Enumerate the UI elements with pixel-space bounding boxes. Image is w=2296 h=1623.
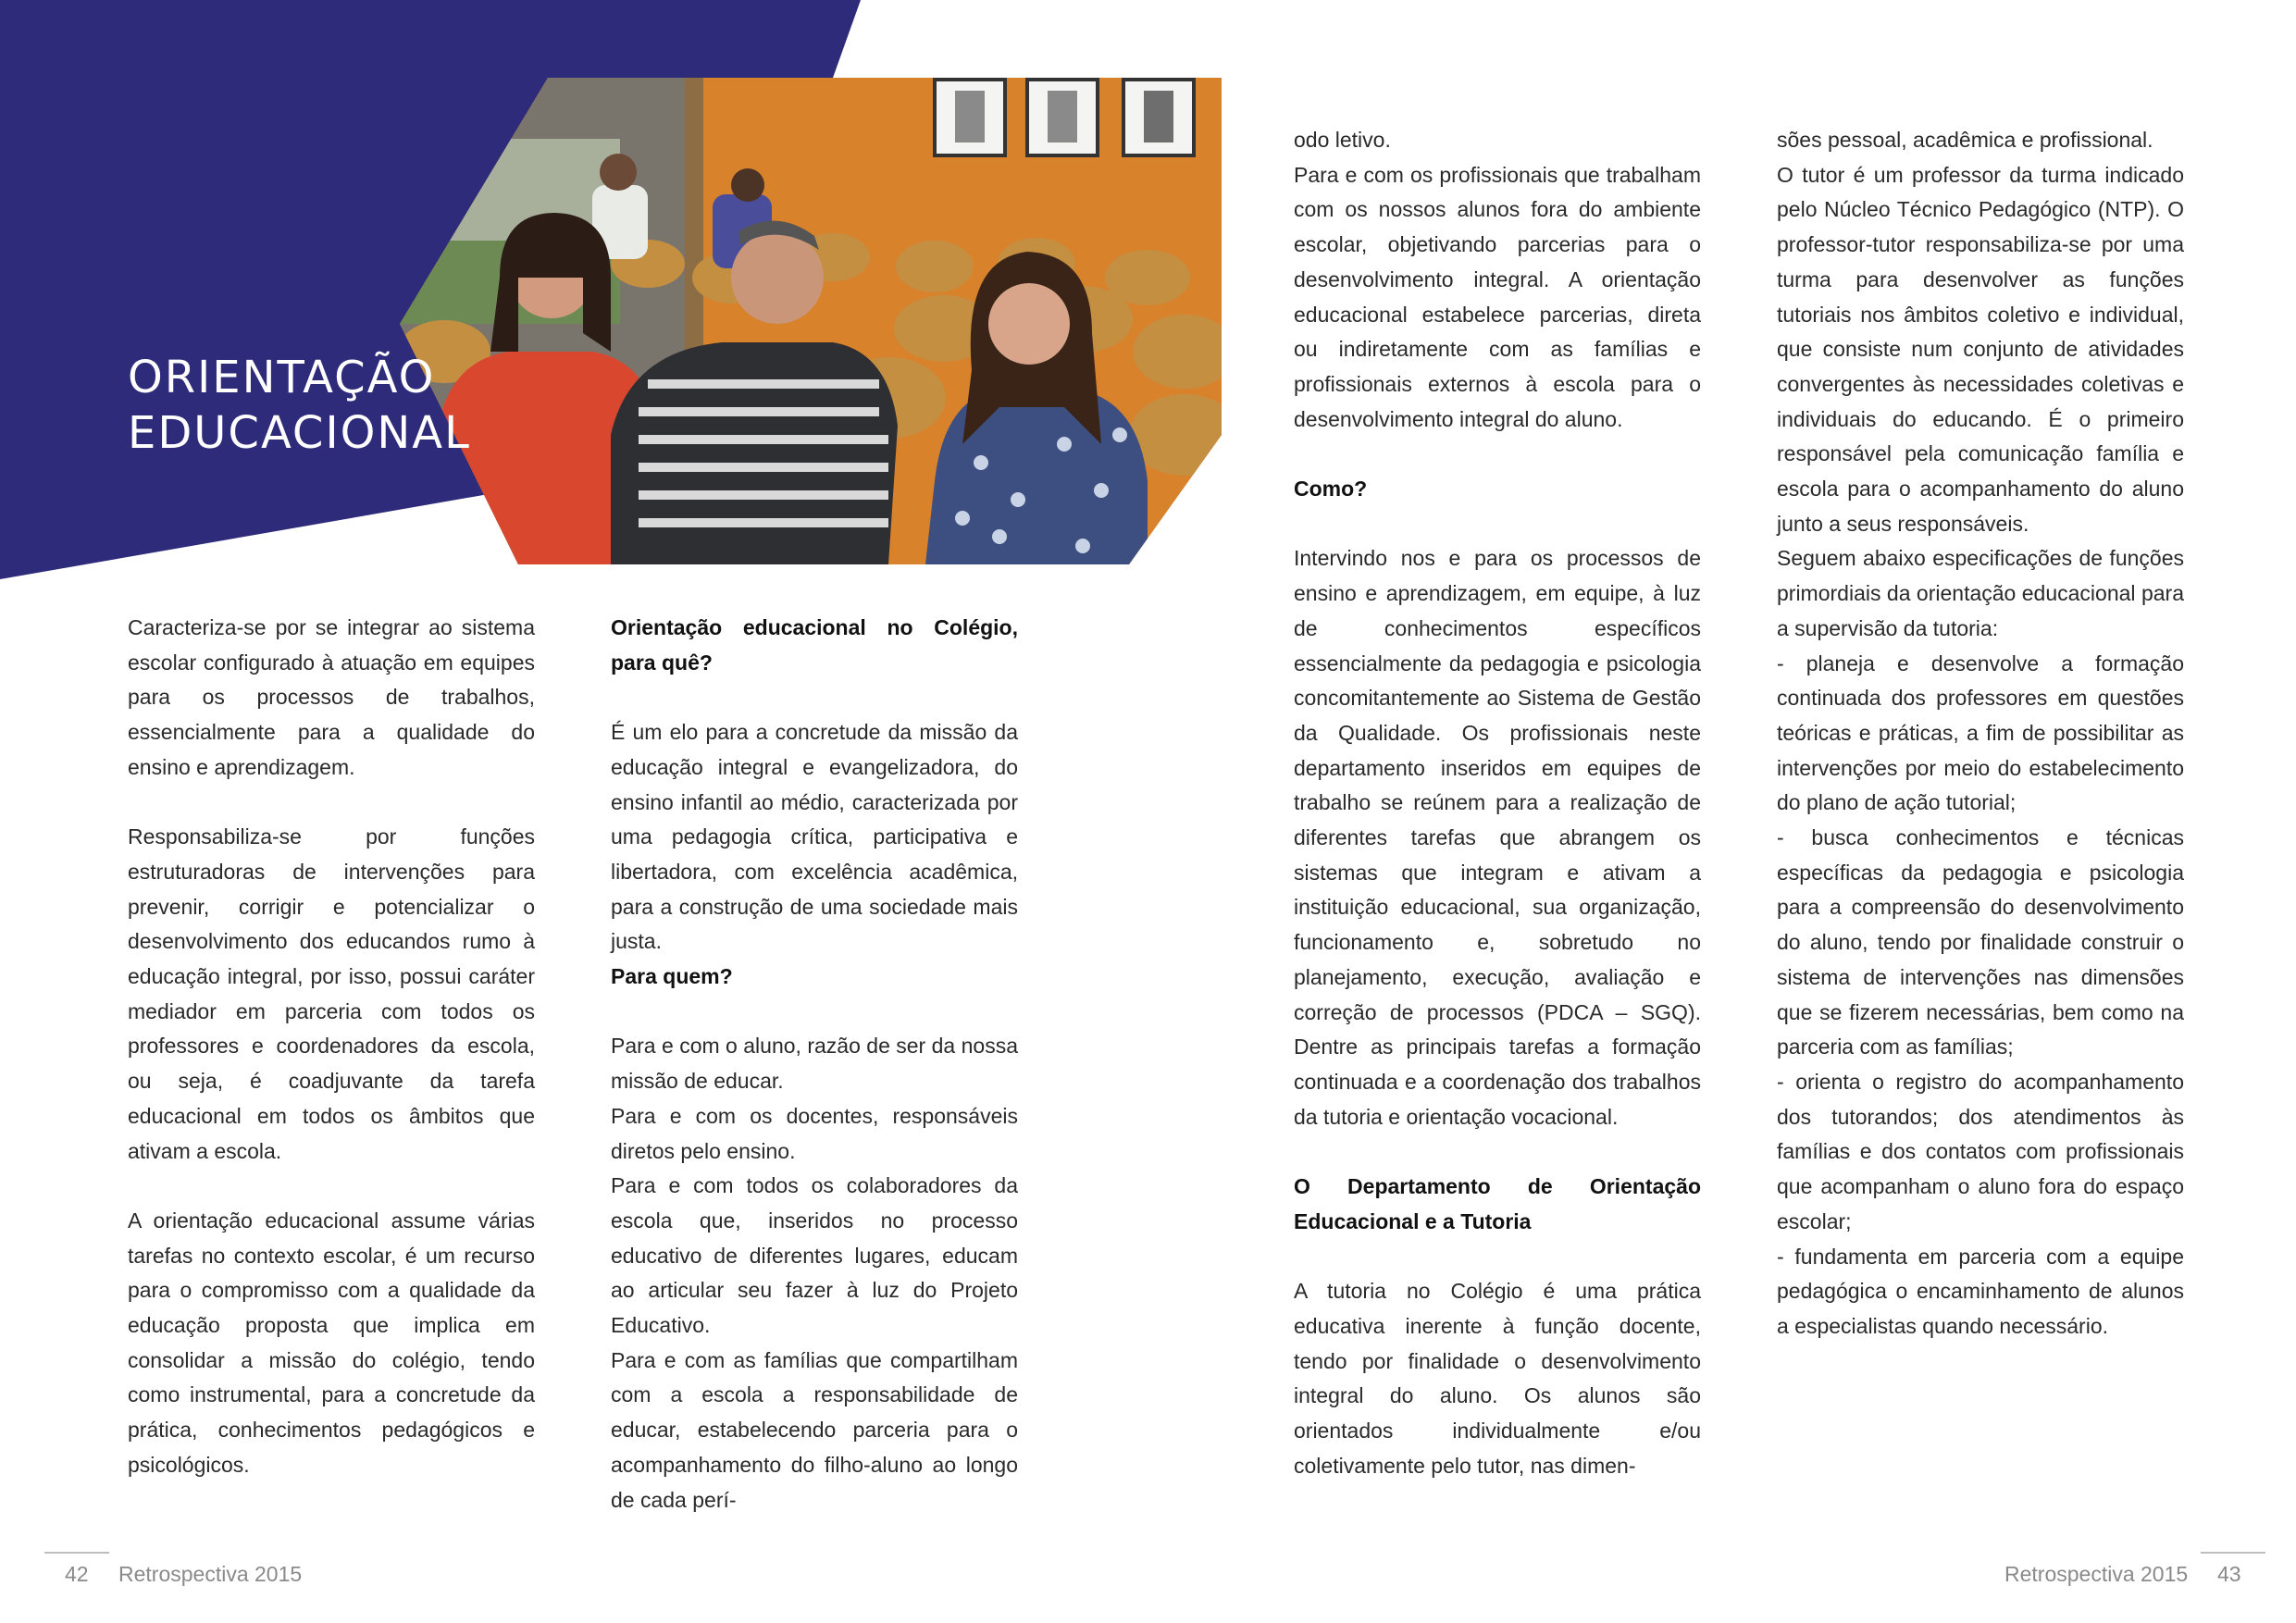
paragraph-gap — [611, 680, 1018, 715]
section-heading: O Departamento de Orientação Educacional e a Tutoria — [1294, 1174, 1701, 1233]
body-paragraph: - orienta o registro do acompanhamento dos tutorandos; dos atendimentos às famílias e dos contatos com profissionais que acompanham o aluno fora do espaço escolar; — [1777, 1069, 2184, 1233]
section-heading: Para quem? — [611, 964, 733, 989]
footer-label-left: Retrospectiva 2015 — [118, 1562, 303, 1586]
paragraph-gap — [1294, 507, 1701, 542]
footer-page-number-right: 43 — [2217, 1562, 2241, 1586]
section-heading: Como? — [1294, 477, 1368, 502]
footer-rule-left — [44, 1552, 109, 1554]
body-paragraph: A orientação educacional assume várias tarefas no contexto escolar, é um recurso para o compromisso com a qualidade da educação proposta que implica em consolidar a missão do colégio, tendo como instrumental, para a concretude da prática, conhecimentos pedagógicos e psicológicos. — [128, 1208, 535, 1477]
page-title — [128, 350, 471, 461]
body-paragraph: Seguem abaixo especificações de funções primordiais da orientação educacional para a supervisão da tutoria: — [1777, 546, 2184, 640]
page-title-line-1: ORIENTAÇÃO — [128, 352, 436, 403]
body-paragraph: Intervindo nos e para os processos de ensino e aprendizagem, em equipe, à luz de conhecimentos específicos essencialmente da pedagogia e psicologia concomitantemente ao Sistema de Gestão da Qualidade. Os profissionais neste departamento inseridos em equipes de trabalho se reúnem para a realização de diferentes tarefas que abrangem os sistemas que integram e ativam a instituição educacional, sua organização, funcionamento e, sobretudo no planejamento, execução, avaliação e correção de processos (PDCA – SGQ). Dentre as principais tarefas a formação continuada e a coordenação dos trabalhos da tutoria e orientação vocacional. — [1294, 546, 1701, 1129]
text-column-4 — [1777, 123, 2184, 1344]
body-paragraph: É um elo para a concretude da missão da educação integral e evangelizadora, do ensino infantil ao médio, caracterizada por uma pedagogia crítica, participativa e libertadora, com excelência acadêmica, para a construção de uma sociedade mais justa. — [611, 720, 1018, 954]
text-column-1 — [128, 611, 535, 1483]
page-title-line-2: EDUCACIONAL — [128, 407, 471, 459]
text-column-3 — [1294, 123, 1701, 1483]
body-paragraph: - planeja e desenvolve a formação continuada dos professores em questões teóricas e práticas, a fim de possibilitar as intervenções por meio do estabelecimento do plano de ação tutorial; — [1777, 650, 2184, 815]
paragraph-gap — [611, 995, 1018, 1030]
body-paragraph: Para e com os docentes, responsáveis diretos pelo ensino. — [611, 1103, 1018, 1163]
footer-label-right: Retrospectiva 2015 — [2004, 1562, 2189, 1586]
body-paragraph: Responsabiliza-se por funções estruturadoras de intervenções para prevenir, corrigir e potencializar o desenvolvimento dos educandos rumo à educação integral, por isso, possui caráter mediador em parceria com todos os professores e coordenadores da escola, ou seja, é coadjuvante da tarefa educacional em todos os âmbitos que ativam a escola. — [128, 824, 535, 1163]
body-paragraph: Para e com todos os colaboradores da escola que, inseridos no processo educativo de diferentes lugares, educam ao articular seu fazer à luz do Projeto Educativo. — [611, 1173, 1018, 1338]
body-paragraph: - busca conhecimentos e técnicas específicas da pedagogia e psicologia para a compreensão do desenvolvimento do aluno, tendo por finalidade construir o sistema de intervenções nas dimensões que se fizerem necessárias, bem como na parceria com as famílias; — [1777, 825, 2184, 1059]
text-column-2 — [611, 611, 1018, 1518]
body-paragraph: Para e com as famílias que compartilham com a escola a responsabilidade de educar, estabelecendo parceria para o acompanhamento do filho-aluno ao longo de cada perí- — [611, 1347, 1018, 1512]
body-paragraph: odo letivo. — [1294, 128, 1391, 152]
body-paragraph: Caracteriza-se por se integrar ao sistema escolar configurado à atuação em equipes para os processos de trabalhos, essencialmente para a qualidade do ensino e aprendizagem. — [128, 615, 535, 779]
body-paragraph: Para e com o aluno, razão de ser da nossa missão de educar. — [611, 1034, 1018, 1094]
paragraph-gap — [128, 1169, 535, 1204]
paragraph-gap — [1294, 1239, 1701, 1274]
footer-rule-right — [2201, 1552, 2265, 1554]
paragraph-gap — [128, 786, 535, 821]
body-paragraph: A tutoria no Colégio é uma prática educativa inerente à função docente, tendo por finalidade o desenvolvimento integral do aluno. Os alunos são orientados individualmente e/ou coletivamente pelo tutor, nas dimen- — [1294, 1279, 1701, 1478]
paragraph-gap — [1294, 437, 1701, 472]
body-paragraph: O tutor é um professor da turma indicado pelo Núcleo Técnico Pedagógico (NTP). O professor-tutor responsabiliza-se por uma turma para desenvolver as funções tutoriais nos âmbitos coletivo e individual, que consiste num conjunto de atividades convergentes às necessidades coletivas e individuais do educando. É o primeiro responsável pela comunicação família e escola para o acompanhamento do aluno junto a seus responsáveis. — [1777, 162, 2184, 536]
footer-page-number-left: 42 — [65, 1562, 89, 1586]
body-paragraph: - fundamenta em parceria com a equipe pedagógica o encaminhamento de alunos a especialistas quando necessário. — [1777, 1244, 2184, 1338]
body-paragraph: sões pessoal, acadêmica e profissional. — [1777, 128, 2153, 152]
paragraph-gap — [1294, 1134, 1701, 1170]
body-paragraph: Para e com os profissionais que trabalham com os nossos alunos fora do ambiente escolar, objetivando parcerias para o desenvolvimento integral. A orientação educacional estabelece parcerias, direta ou indiretamente com as famílias e profissionais externos à escola para o desenvolvimento integral do aluno. — [1294, 162, 1701, 431]
section-heading: Orientação educacional no Colégio, para quê? — [611, 615, 1018, 675]
